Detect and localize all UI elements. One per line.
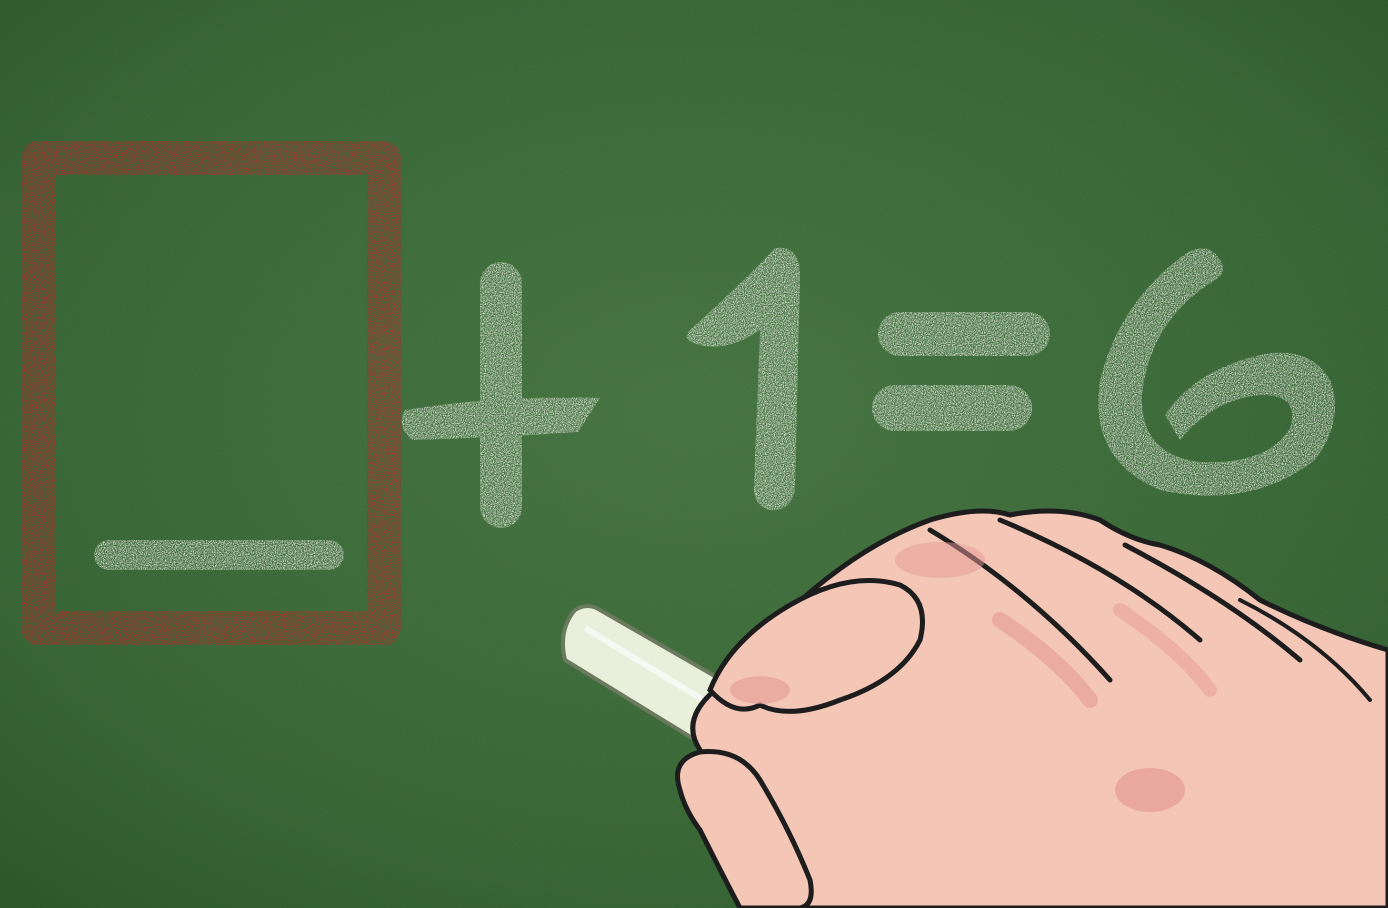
blank-chalk-line: [94, 540, 344, 570]
